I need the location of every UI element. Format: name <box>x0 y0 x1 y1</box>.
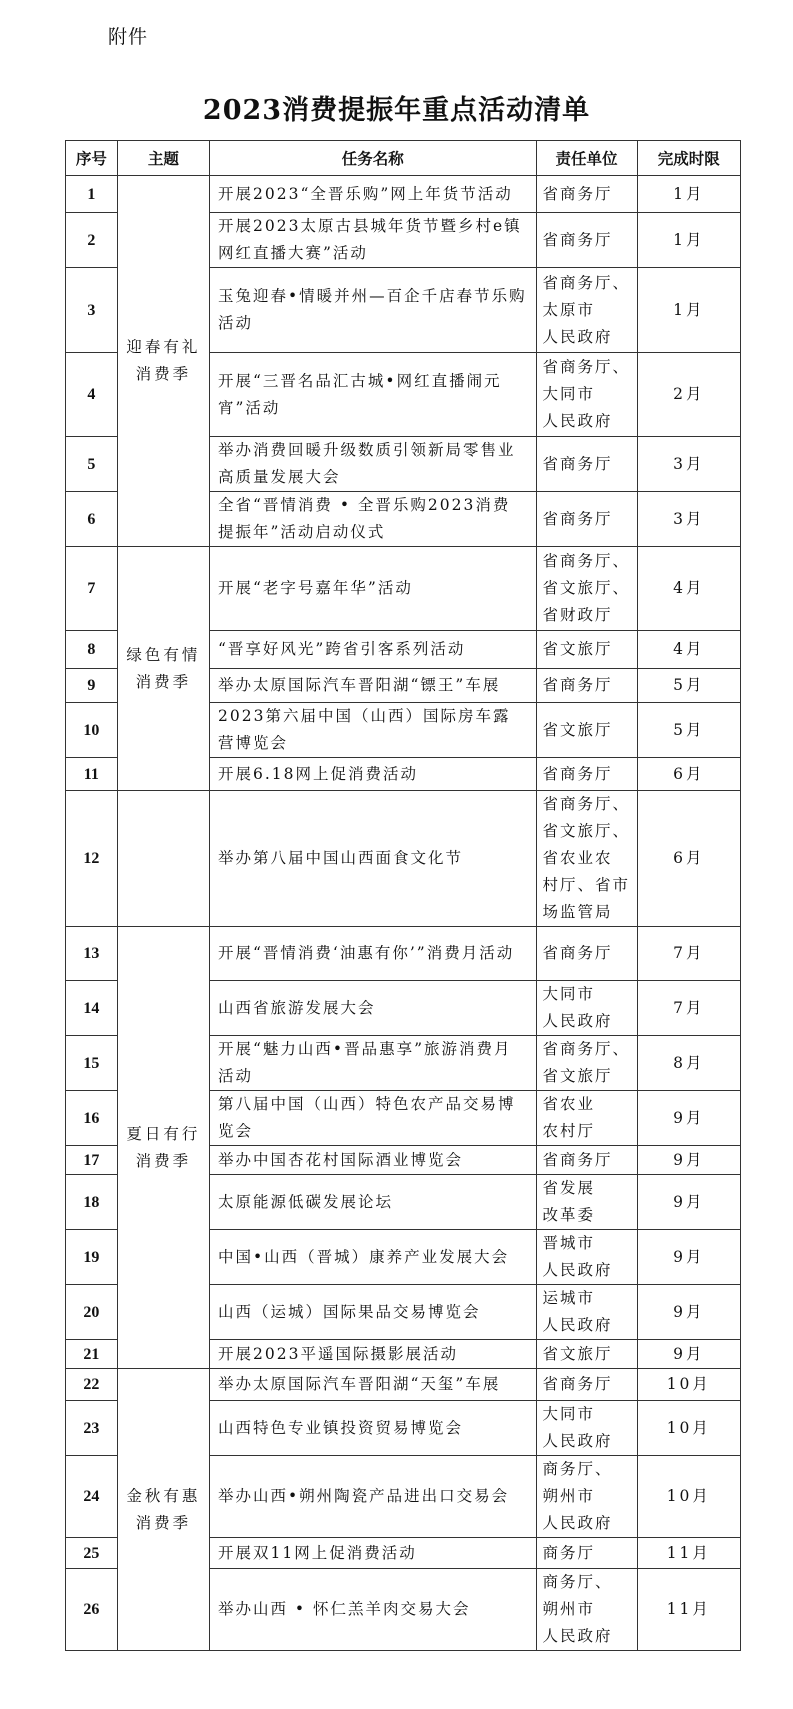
row-task: 全省“晋情消费 • 全晋乐购2023消费提振年”活动启动仪式 <box>210 492 537 547</box>
row-task: 举办山西•朔州陶瓷产品进出口交易会 <box>210 1456 537 1538</box>
row-deadline: 9月 <box>637 1285 740 1340</box>
row-deadline: 4月 <box>637 547 740 631</box>
row-task: 2023第六届中国（山西）国际房车露营博览会 <box>210 703 537 758</box>
row-deadline: 8月 <box>637 1036 740 1091</box>
row-deadline: 6月 <box>637 758 740 791</box>
row-task: 开展“三晋名品汇古城•网红直播闹元宵”活动 <box>210 353 537 437</box>
row-unit: 运城市 人民政府 <box>536 1285 637 1340</box>
row-task: 开展2023太原古县城年货节暨乡村e镇网红直播大赛”活动 <box>210 213 537 268</box>
header-theme: 主题 <box>117 141 209 176</box>
row-task: 玉兔迎春•情暖并州—百企千店春节乐购活动 <box>210 268 537 353</box>
activity-table <box>65 140 741 1651</box>
row-deadline: 9月 <box>637 1230 740 1285</box>
row-task: 开展双11网上促消费活动 <box>210 1538 537 1569</box>
row-seq: 11 <box>66 758 118 791</box>
row-unit: 省商务厅 <box>536 927 637 981</box>
row-deadline: 7月 <box>637 981 740 1036</box>
row-task: 开展“老字号嘉年华”活动 <box>210 547 537 631</box>
row-seq: 20 <box>66 1285 118 1340</box>
row-task: 第八届中国（山西）特色农产品交易博览会 <box>210 1091 537 1146</box>
row-unit: 省文旅厅 <box>536 631 637 669</box>
row-seq: 2 <box>66 213 118 268</box>
theme-cell-summer: 夏日有行 消费季 <box>117 927 209 1369</box>
row-deadline: 10月 <box>637 1369 740 1401</box>
row-task: 开展“晋情消费‘油惠有你’”消费月活动 <box>210 927 537 981</box>
row-unit: 省商务厅 <box>536 758 637 791</box>
theme-cell-spring: 迎春有礼 消费季 <box>117 176 209 547</box>
row-unit: 省商务厅 <box>536 213 637 268</box>
theme-cell-empty <box>117 791 209 927</box>
theme-cell-green: 绿色有情 消费季 <box>117 547 209 791</box>
row-seq: 3 <box>66 268 118 353</box>
row-deadline: 10月 <box>637 1401 740 1456</box>
row-task: 举办太原国际汽车晋阳湖“镖王”车展 <box>210 669 537 703</box>
row-task: 山西特色专业镇投资贸易博览会 <box>210 1401 537 1456</box>
row-task: 举办消费回暖升级数质引领新局零售业高质量发展大会 <box>210 437 537 492</box>
theme-cell-autumn: 金秋有惠 消费季 <box>117 1369 209 1651</box>
table-row <box>66 791 741 927</box>
row-task: 开展“魅力山西•晋品惠享”旅游消费月活动 <box>210 1036 537 1091</box>
row-seq: 23 <box>66 1401 118 1456</box>
row-deadline: 5月 <box>637 669 740 703</box>
row-unit: 省商务厅 <box>536 669 637 703</box>
row-unit: 省文旅厅 <box>536 1340 637 1369</box>
table-header-row <box>66 141 741 176</box>
row-deadline: 5月 <box>637 703 740 758</box>
row-seq: 8 <box>66 631 118 669</box>
table-row <box>66 547 741 631</box>
row-unit: 大同市 人民政府 <box>536 981 637 1036</box>
row-seq: 25 <box>66 1538 118 1569</box>
row-seq: 19 <box>66 1230 118 1285</box>
row-deadline: 9月 <box>637 1091 740 1146</box>
row-seq: 6 <box>66 492 118 547</box>
row-unit: 商务厅、 朔州市 人民政府 <box>536 1569 637 1651</box>
row-seq: 14 <box>66 981 118 1036</box>
row-seq: 17 <box>66 1146 118 1175</box>
row-deadline: 9月 <box>637 1175 740 1230</box>
row-unit: 省发展 改革委 <box>536 1175 637 1230</box>
row-task: “晋享好风光”跨省引客系列活动 <box>210 631 537 669</box>
row-unit: 省商务厅、 大同市 人民政府 <box>536 353 637 437</box>
row-seq: 24 <box>66 1456 118 1538</box>
row-unit: 省商务厅、 省文旅厅、 省财政厅 <box>536 547 637 631</box>
row-task: 开展6.18网上促消费活动 <box>210 758 537 791</box>
row-task: 举办中国杏花村国际酒业博览会 <box>210 1146 537 1175</box>
row-task: 山西省旅游发展大会 <box>210 981 537 1036</box>
row-seq: 7 <box>66 547 118 631</box>
row-deadline: 11月 <box>637 1538 740 1569</box>
row-deadline: 6月 <box>637 791 740 927</box>
header-seq: 序号 <box>66 141 118 176</box>
row-task: 开展2023平遥国际摄影展活动 <box>210 1340 537 1369</box>
row-seq: 13 <box>66 927 118 981</box>
row-deadline: 1月 <box>637 268 740 353</box>
row-unit: 省商务厅 <box>536 1369 637 1401</box>
attachment-label: 附件 <box>108 26 149 48</box>
row-unit: 省商务厅、 省文旅厅、 省农业农 村厅、省市 场监管局 <box>536 791 637 927</box>
row-task: 太原能源低碳发展论坛 <box>210 1175 537 1230</box>
row-deadline: 10月 <box>637 1456 740 1538</box>
row-task: 举办太原国际汽车晋阳湖“天玺”车展 <box>210 1369 537 1401</box>
row-deadline: 9月 <box>637 1340 740 1369</box>
header-task: 任务名称 <box>210 141 537 176</box>
row-seq: 5 <box>66 437 118 492</box>
row-seq: 4 <box>66 353 118 437</box>
row-deadline: 2月 <box>637 353 740 437</box>
row-unit: 省商务厅、 省文旅厅 <box>536 1036 637 1091</box>
row-unit: 商务厅、 朔州市 人民政府 <box>536 1456 637 1538</box>
row-seq: 10 <box>66 703 118 758</box>
row-unit: 省农业 农村厅 <box>536 1091 637 1146</box>
row-seq: 9 <box>66 669 118 703</box>
row-seq: 26 <box>66 1569 118 1651</box>
row-unit: 省商务厅 <box>536 492 637 547</box>
row-deadline: 1月 <box>637 176 740 213</box>
row-seq: 16 <box>66 1091 118 1146</box>
row-unit: 省商务厅 <box>536 437 637 492</box>
header-unit: 责任单位 <box>536 141 637 176</box>
row-seq: 21 <box>66 1340 118 1369</box>
row-deadline: 7月 <box>637 927 740 981</box>
row-task: 举办第八届中国山西面食文化节 <box>210 791 537 927</box>
row-seq: 1 <box>66 176 118 213</box>
row-deadline: 3月 <box>637 492 740 547</box>
row-unit: 大同市 人民政府 <box>536 1401 637 1456</box>
row-deadline: 9月 <box>637 1146 740 1175</box>
row-unit: 省商务厅 <box>536 1146 637 1175</box>
row-seq: 22 <box>66 1369 118 1401</box>
row-task: 中国•山西（晋城）康养产业发展大会 <box>210 1230 537 1285</box>
row-deadline: 3月 <box>637 437 740 492</box>
page-title: 2023消费提振年重点活动清单 <box>202 95 591 126</box>
row-seq: 15 <box>66 1036 118 1091</box>
row-unit: 商务厅 <box>536 1538 637 1569</box>
row-unit: 晋城市 人民政府 <box>536 1230 637 1285</box>
table-row <box>66 927 741 981</box>
row-task: 开展2023“全晋乐购”网上年货节活动 <box>210 176 537 213</box>
row-task: 山西（运城）国际果品交易博览会 <box>210 1285 537 1340</box>
table-row <box>66 176 741 213</box>
row-seq: 18 <box>66 1175 118 1230</box>
row-deadline: 4月 <box>637 631 740 669</box>
row-unit: 省文旅厅 <box>536 703 637 758</box>
row-seq: 12 <box>66 791 118 927</box>
row-deadline: 1月 <box>637 213 740 268</box>
row-deadline: 11月 <box>637 1569 740 1651</box>
table-row <box>66 1369 741 1401</box>
row-unit: 省商务厅 <box>536 176 637 213</box>
row-unit: 省商务厅、 太原市 人民政府 <box>536 268 637 353</box>
row-task: 举办山西 • 怀仁羔羊肉交易大会 <box>210 1569 537 1651</box>
header-deadline: 完成时限 <box>637 141 740 176</box>
